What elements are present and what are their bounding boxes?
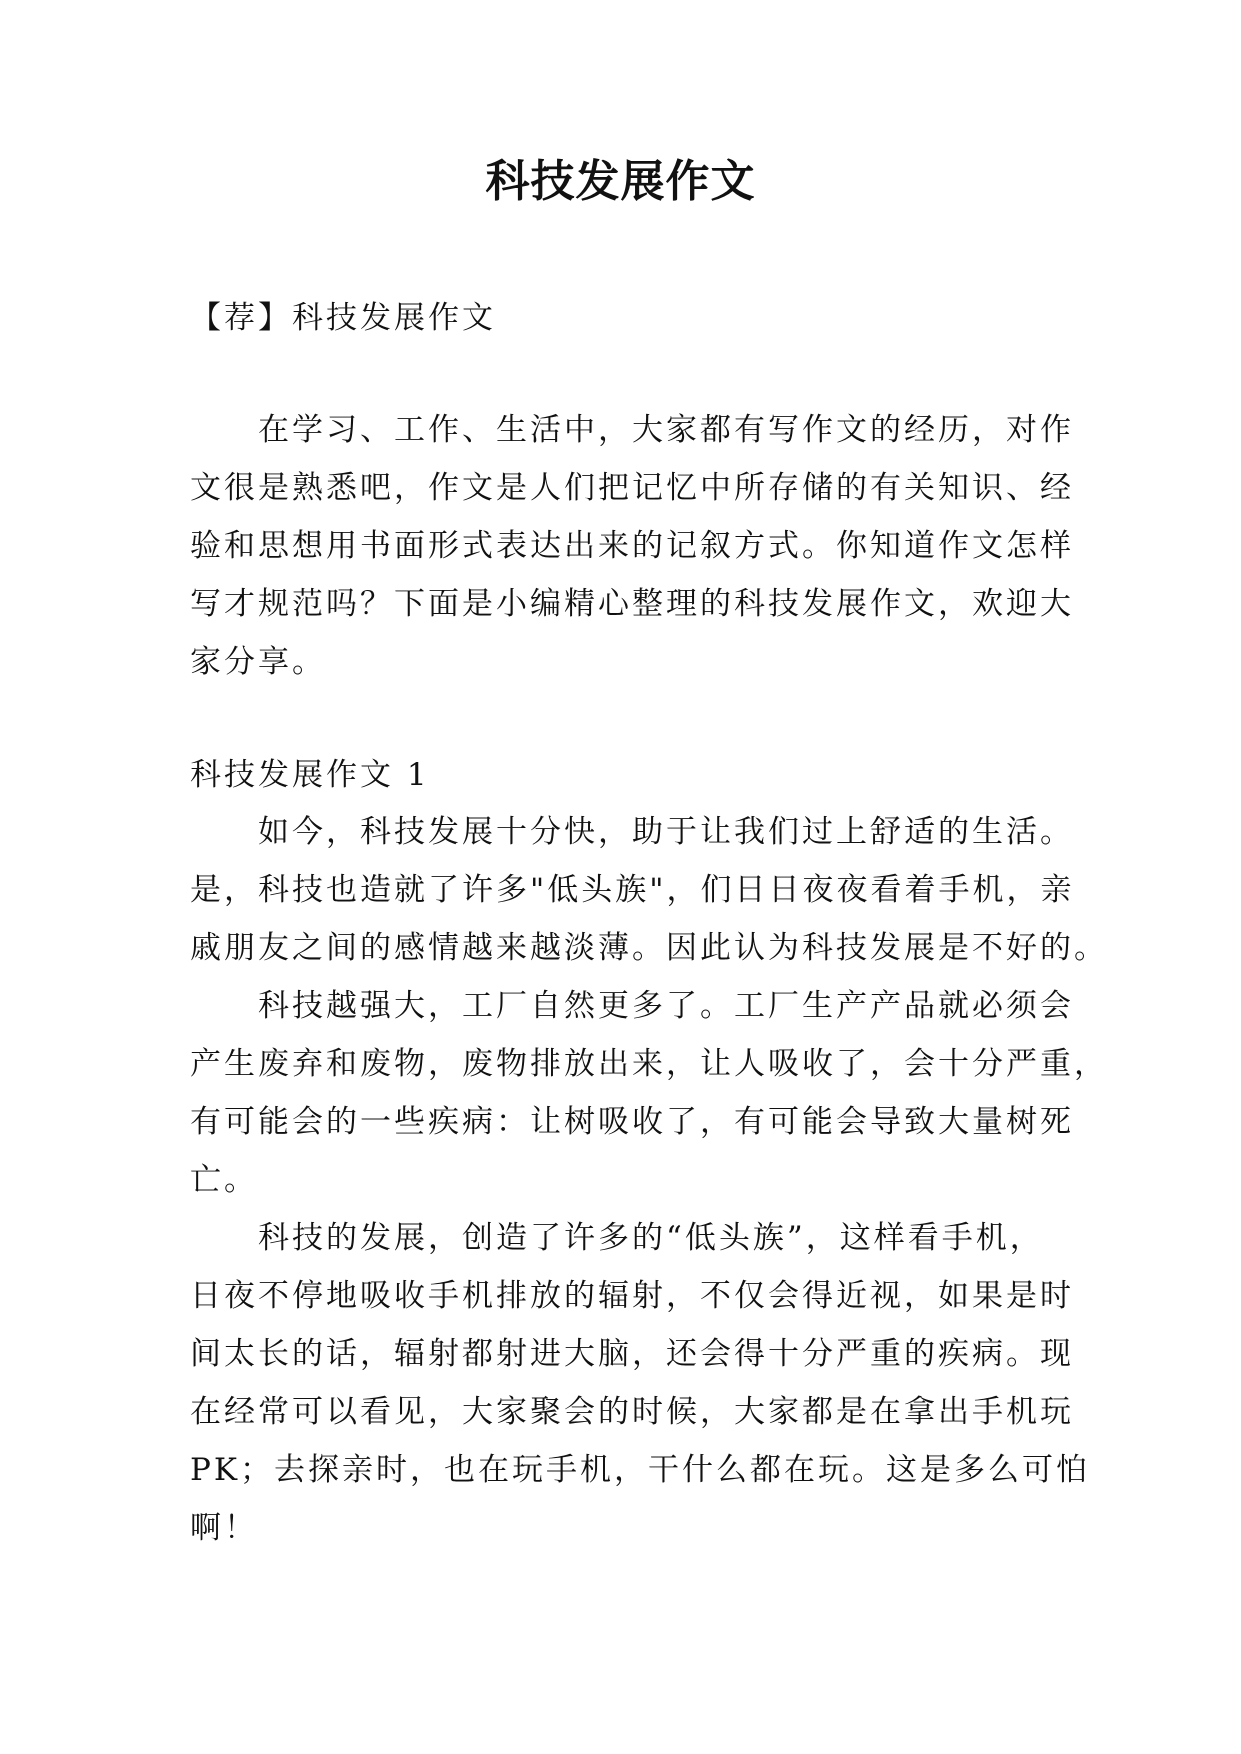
intro-line: 家分享。	[190, 644, 326, 680]
essay-line: 科技越强大，工厂自然更多了。工厂生产产品就必须会	[258, 988, 1074, 1024]
document-title: 科技发展作文	[485, 156, 756, 207]
essay-line: 亡。	[190, 1162, 258, 1198]
document-subtitle: 【荐】科技发展作文	[190, 300, 496, 336]
intro-line: 在学习、工作、生活中，大家都有写作文的经历，对作	[258, 412, 1074, 448]
intro-line: 验和思想用书面形式表达出来的记叙方式。你知道作文怎样	[190, 528, 1074, 564]
essay-line: 产生废弃和废物，废物排放出来，让人吸收了，会十分严重，	[190, 1046, 1108, 1082]
essay-line: PK；去探亲时，也在玩手机，干什么都在玩。这是多么可怕	[190, 1452, 1091, 1488]
essay-line: 间太长的话，辐射都射进大脑，还会得十分严重的疾病。现	[190, 1336, 1074, 1372]
essay-line: 如今，科技发展十分快，助于让我们过上舒适的生活。	[258, 814, 1074, 850]
essay-line: 科技的发展，创造了许多的“低头族”，这样看手机，	[258, 1220, 1044, 1256]
essay-line: 有可能会的一些疾病：让树吸收了，有可能会导致大量树死	[190, 1104, 1074, 1140]
essay-line: 日夜不停地吸收手机排放的辐射，不仅会得近视，如果是时	[190, 1278, 1074, 1314]
essay-line: 在经常可以看见，大家聚会的时候，大家都是在拿出手机玩	[190, 1394, 1074, 1430]
essay-heading: 科技发展作文 1	[190, 757, 430, 793]
intro-line: 写才规范吗？下面是小编精心整理的科技发展作文，欢迎大	[190, 586, 1074, 622]
essay-line: 是，科技也造就了许多"低头族"，们日日夜夜看着手机，亲	[190, 872, 1075, 908]
intro-line: 文很是熟悉吧，作文是人们把记忆中所存储的有关知识、经	[190, 470, 1074, 506]
essay-line: 戚朋友之间的感情越来越淡薄。因此认为科技发展是不好的。	[190, 930, 1108, 966]
essay-line: 啊！	[190, 1510, 258, 1546]
